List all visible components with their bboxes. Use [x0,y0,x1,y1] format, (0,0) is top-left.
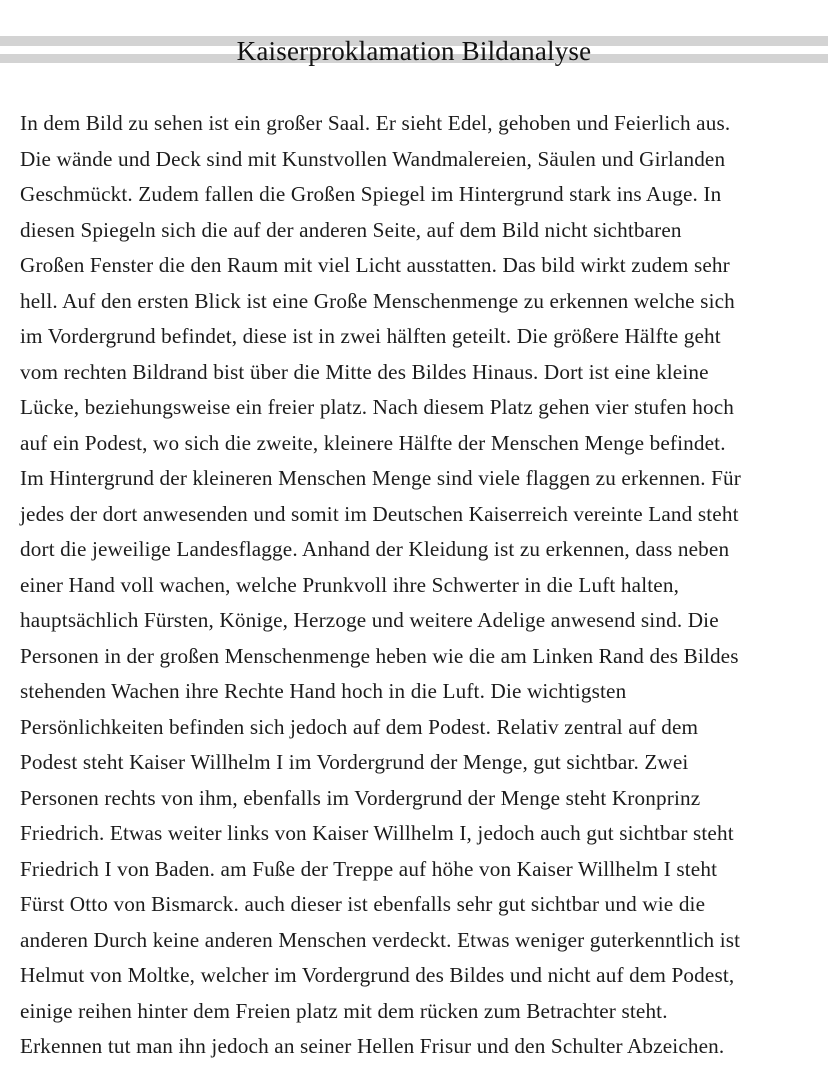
text-line: diesen Spiegeln sich die auf der anderen Seite, auf dem Bild nicht sichtbaren [20,217,682,242]
text-line: hauptsächlich Fürsten, Könige, Herzoge und weitere Adelige anwesend sind. Die [20,608,719,632]
text-line: vom rechten Bildrand bist über die Mitte des Bildes Hinaus. Dort ist eine kleine [20,359,709,384]
page-title [0,35,828,67]
text-line: Persönlichkeiten befinden sich jedoch auf dem Podest. Relativ zentral auf dem [20,714,699,739]
text-line: einige reihen hinter dem Freien platz mit dem rücken zum Betrachter steht. [20,998,668,1023]
text-line: Personen in der großen Menschenmenge heben wie die am Linken Rand des Bildes [20,643,739,668]
text-line: Lücke, beziehungsweise ein freier platz. Nach diesem Platz gehen vier stufen hoch [20,395,734,419]
text-line: Die wände und Deck sind mit Kunstvollen Wandmalereien, Säulen und Girlanden [20,146,726,171]
text-line: anderen Durch keine anderen Menschen verdeckt. Etwas weniger guterkenntlich ist [20,927,741,952]
text-line: jedes der dort anwesenden und somit im Deutschen Kaiserreich vereinte Land steht [20,501,739,526]
text-line: Podest steht Kaiser Willhelm I im Vordergrund der Menge, gut sichtbar. Zwei [20,750,689,774]
text-line: auf ein Podest, wo sich die zweite, kleinere Hälfte der Menschen Menge befindet. [20,430,726,455]
text-line: hell. Auf den ersten Blick ist eine Große Menschenmenge zu erkennen welche sich [20,288,735,313]
text-line: stehenden Wachen ihre Rechte Hand hoch in die Luft. Die wichtigsten [20,679,627,703]
text-line: Geschmückt. Zudem fallen die Großen Spiegel im Hintergrund stark ins Auge. In [20,182,722,206]
text-line: Erkennen tut man ihn jedoch an seiner Hellen Frisur und den Schulter Abzeichen. [20,1034,725,1058]
text-line: Friedrich. Etwas weiter links von Kaiser Willhelm I, jedoch auch gut sichtbar steht [20,821,734,845]
text-line: In dem Bild zu sehen ist ein großer Saal. Er sieht Edel, gehoben und Feierlich aus. [20,111,731,135]
page-title-text: Kaiserproklamation Bildanalyse [236,36,592,66]
text-line: Fürst Otto von Bismarck. auch dieser ist ebenfalls sehr gut sichtbar und wie die [20,892,706,916]
text-line: dort die jeweilige Landesflagge. Anhand der Kleidung ist zu erkennen, dass neben [20,537,730,561]
text-line: Personen rechts von ihm, ebenfalls im Vordergrund der Menge steht Kronprinz [20,785,701,810]
document-body [20,106,820,1065]
text-line: Helmut von Moltke, welcher im Vordergrund des Bildes und nicht auf dem Podest, [20,963,735,987]
text-line: Im Hintergrund der kleineren Menschen Menge sind viele flaggen zu erkennen. Für [20,466,742,490]
text-line: einer Hand voll wachen, welche Prunkvoll ihre Schwerter in die Luft halten, [20,572,680,597]
text-line: im Vordergrund befindet, diese ist in zwei hälften geteilt. Die größere Hälfte geht [20,324,721,348]
text-line: Friedrich I von Baden. am Fuße der Treppe auf höhe von Kaiser Willhelm I steht [20,856,718,881]
text-line: Großen Fenster die den Raum mit viel Licht ausstatten. Das bild wirkt zudem sehr [20,253,730,277]
